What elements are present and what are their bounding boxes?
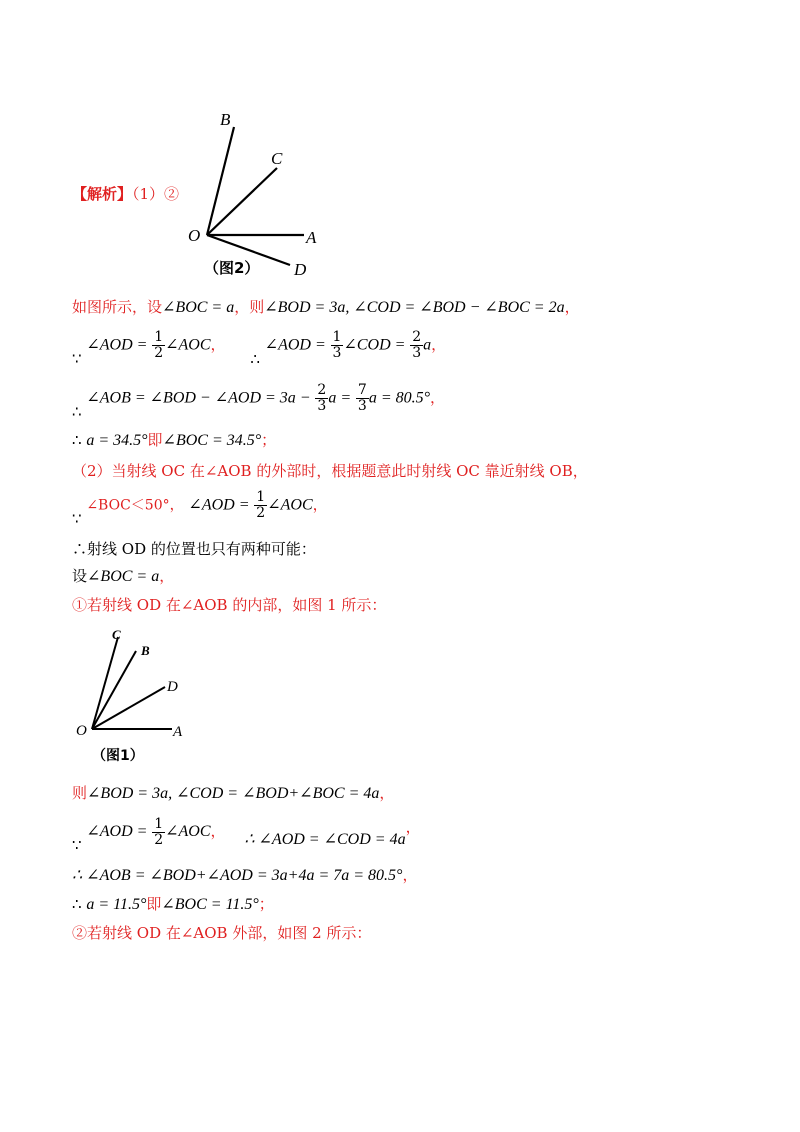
math: a — [423, 336, 432, 354]
line-1 — [72, 296, 580, 317]
text: ∠BOC＜50°， — [86, 497, 184, 514]
math: ∠AOD = — [86, 336, 148, 354]
because-symbol: ∵ — [72, 836, 82, 854]
text: ， — [379, 784, 395, 802]
line-5 — [72, 490, 328, 528]
denominator: 3 — [412, 345, 422, 361]
fig2-point-O: O — [188, 226, 201, 245]
fraction — [410, 330, 423, 361]
numerator: 7 — [357, 382, 367, 398]
math: a = — [328, 389, 352, 407]
fig1-point-A: A — [173, 724, 183, 740]
figure-1 — [70, 625, 200, 743]
text: ， — [430, 388, 446, 407]
text: 如图所示，设 — [72, 298, 163, 316]
math: a = 34.5° — [86, 432, 148, 449]
analysis-label: 【解析】 — [72, 185, 133, 203]
numerator: 2 — [317, 382, 327, 398]
part-label: （1）② — [132, 185, 180, 203]
math: ∠AOC — [165, 823, 211, 840]
fraction — [356, 383, 369, 414]
text: ，则 — [234, 298, 265, 316]
fraction — [315, 383, 328, 414]
math: a = 11.5° — [86, 896, 147, 913]
text: ， — [210, 335, 226, 354]
part-2-statement: （2）当射线 OC 在∠AOB 的外部时，根据题意此时射线 OC 靠近射线 OB， — [72, 462, 588, 480]
denominator: 2 — [256, 505, 266, 521]
math: ∠AOC — [165, 336, 211, 354]
line-7 — [72, 565, 174, 586]
text: ， — [210, 822, 226, 840]
figure-1-caption: （图1） — [92, 748, 144, 764]
fraction — [254, 490, 267, 521]
text: ， — [564, 298, 580, 316]
math: a = 80.5° — [368, 389, 431, 407]
math: ∠BOC = a — [162, 299, 235, 316]
text: 则 — [72, 784, 88, 802]
text: ， — [405, 818, 421, 836]
line-9 — [72, 816, 421, 854]
fig1-point-D: D — [167, 679, 178, 695]
denominator: 3 — [317, 398, 327, 414]
text: 设 — [72, 567, 88, 585]
therefore-symbol: ∴ — [72, 402, 82, 421]
denominator: 2 — [154, 831, 164, 848]
case-1-statement: ①若射线 OD 在∠AOB 的内部，如图 1 所示： — [72, 596, 387, 614]
text: ； — [258, 895, 274, 913]
line-10 — [72, 864, 417, 885]
line-11 — [72, 893, 274, 914]
line-2 — [72, 330, 446, 368]
math: ∠BOC = a — [87, 568, 160, 585]
numerator: 2 — [412, 329, 422, 345]
text: ， — [431, 335, 447, 354]
fraction — [331, 330, 344, 361]
math: ∠COD = — [343, 336, 406, 354]
math: ∠BOC = 34.5° — [162, 432, 262, 449]
fig1-point-B: B — [141, 643, 150, 658]
denominator: 2 — [154, 345, 164, 361]
math: ∠AOB = ∠BOD − ∠AOD = 3a − — [86, 389, 311, 407]
therefore-symbol: ∴ — [72, 895, 82, 913]
math: ∠AOD = — [264, 336, 326, 354]
text: ； — [261, 431, 277, 449]
fig2-point-D: D — [294, 260, 307, 279]
denominator: 3 — [332, 345, 342, 361]
text: ， — [159, 567, 175, 585]
line-6: ∴射线 OD 的位置也只有两种可能： — [72, 540, 316, 558]
math: ∠AOD = — [188, 496, 250, 514]
denominator: 3 — [357, 398, 367, 414]
text: ， — [402, 866, 418, 884]
math: ∴ ∠AOD = ∠COD = 4a — [244, 831, 406, 848]
numerator: 1 — [256, 489, 266, 505]
text: 即 — [147, 431, 163, 449]
math: ∴ ∠AOB = ∠BOD+∠AOD = 3a+4a = 7a = 80.5° — [72, 867, 403, 884]
fraction — [152, 817, 165, 848]
figure-2-caption: （图2） — [204, 259, 260, 277]
fig1-point-C: C — [112, 627, 121, 642]
line-3 — [72, 383, 445, 421]
numerator: 1 — [154, 329, 164, 345]
fig2-point-B: B — [220, 110, 231, 129]
math: ∠AOD = — [86, 823, 148, 840]
therefore-symbol: ∴ — [72, 431, 82, 449]
ray-OC — [207, 168, 277, 235]
fraction — [152, 330, 165, 361]
fig1-point-O: O — [76, 723, 87, 739]
text: 即 — [146, 895, 162, 913]
math: ∠BOC = 11.5° — [161, 896, 259, 913]
text: ， — [312, 495, 328, 514]
line-8 — [72, 782, 394, 803]
ray-OB — [207, 127, 234, 235]
fig2-point-C: C — [271, 149, 283, 168]
numerator: 1 — [154, 815, 164, 832]
figure-2 — [180, 105, 330, 280]
math: ∠BOD = 3a, ∠COD = ∠BOD+∠BOC = 4a — [87, 785, 380, 802]
case-2-statement: ②若射线 OD 在∠AOB 外部，如图 2 所示： — [72, 924, 372, 942]
because-symbol: ∵ — [72, 349, 82, 368]
because-symbol: ∵ — [72, 509, 82, 528]
fig2-point-A: A — [306, 228, 317, 247]
math: ∠AOC — [267, 496, 313, 514]
therefore-symbol: ∴ — [250, 349, 260, 368]
line-4 — [72, 429, 276, 450]
numerator: 1 — [332, 329, 342, 345]
analysis-heading — [72, 183, 179, 204]
math: ∠BOD = 3a, ∠COD = ∠BOD − ∠BOC = 2a — [264, 299, 565, 316]
